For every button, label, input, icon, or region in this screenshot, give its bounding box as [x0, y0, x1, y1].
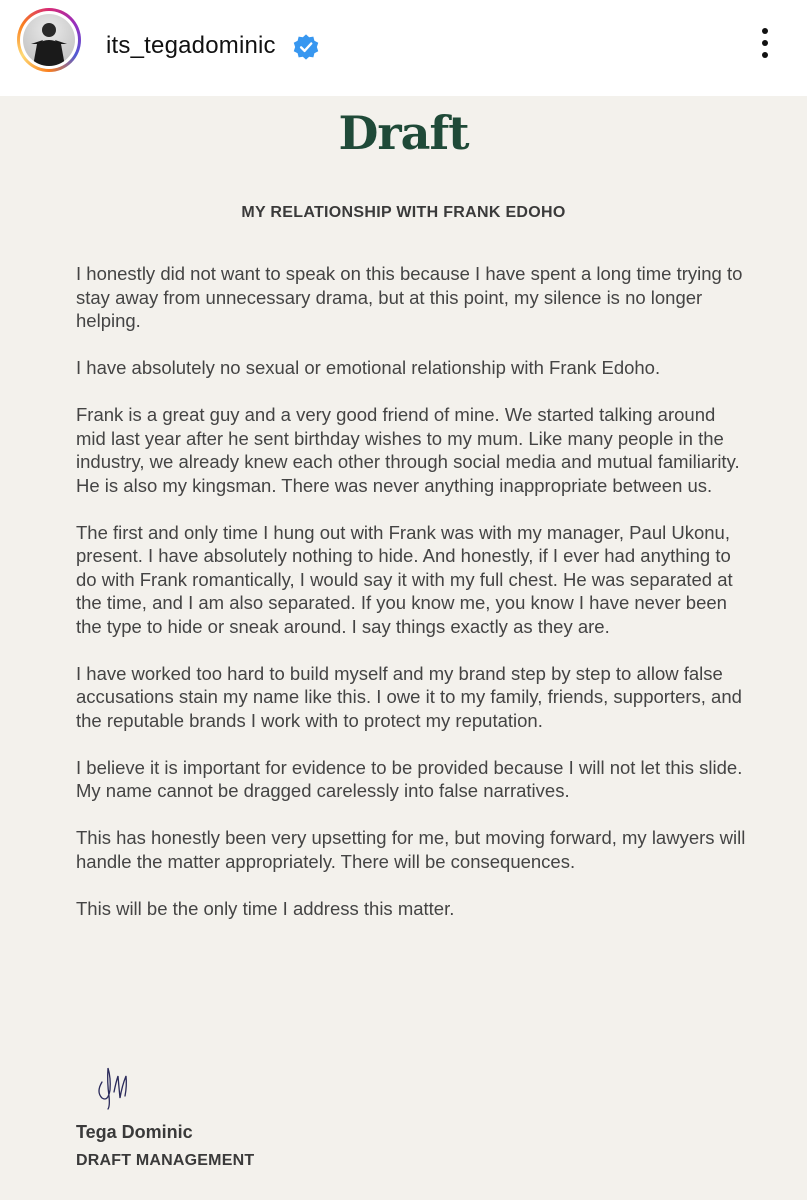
signatory-organization: DRAFT MANAGEMENT — [76, 1152, 255, 1169]
paragraph: The first and only time I hung out with Frank was with my manager, Paul Ukonu, present. I have absolutely nothing to hide. And honestly, if I ever had anything to do with Frank romantically, I would say it with my full chest. He was separated at the time, and I am also separated. If you know me, you know I have never been the type to hide or sneak around. I say things exactly as they are. — [76, 521, 733, 637]
signatory-name: Tega Dominic — [76, 1122, 193, 1142]
more-vertical-icon — [762, 28, 768, 34]
verified-badge-icon — [292, 33, 320, 61]
paragraph: I have worked too hard to build myself and my brand step by step to allow false accusations stain my name like this. I owe it to my family, friends, supporters, and the reputable brands I work with to protect my reputation. — [76, 662, 742, 731]
avatar-frame — [20, 11, 78, 69]
avatar-figure-icon — [23, 14, 75, 66]
statement-title: MY RELATIONSHIP WITH FRANK EDOHO — [241, 204, 566, 221]
statement-body — [76, 262, 746, 944]
paragraph: This will be the only time I address this matter. — [76, 897, 455, 919]
paragraph: Frank is a great guy and a very good friend of mine. We started talking around mid last year after he sent birthday wishes to my mum. Like many people in the industry, we already knew each other through social media and mutual familiarity. He is also my kingsman. There was never anything inappropriate between us. — [76, 404, 740, 496]
paragraph: I have absolutely no sexual or emotional relationship with Frank Edoho. — [76, 357, 661, 378]
statement-image — [0, 96, 807, 1200]
post-header — [0, 0, 807, 96]
more-options-button[interactable] — [750, 28, 780, 68]
paragraph: I believe it is important for evidence to be provided because I will not let this slide. My name cannot be dragged carelessly into false narratives. — [76, 756, 743, 801]
paragraph: This has honestly been very upsetting for me, but moving forward, my lawyers will handle the matter appropriately. There will be consequences. — [76, 827, 746, 872]
username[interactable]: its_tegadominic — [106, 32, 276, 59]
avatar[interactable] — [23, 14, 75, 66]
story-ring[interactable] — [17, 8, 81, 72]
paragraph: I honestly did not want to speak on this because I have spent a long time trying to stay away from unnecessary drama, but at this point, my silence is no longer helping. — [76, 263, 743, 331]
handwritten-signature — [92, 1062, 138, 1110]
brand-logo: Draft — [338, 106, 469, 160]
